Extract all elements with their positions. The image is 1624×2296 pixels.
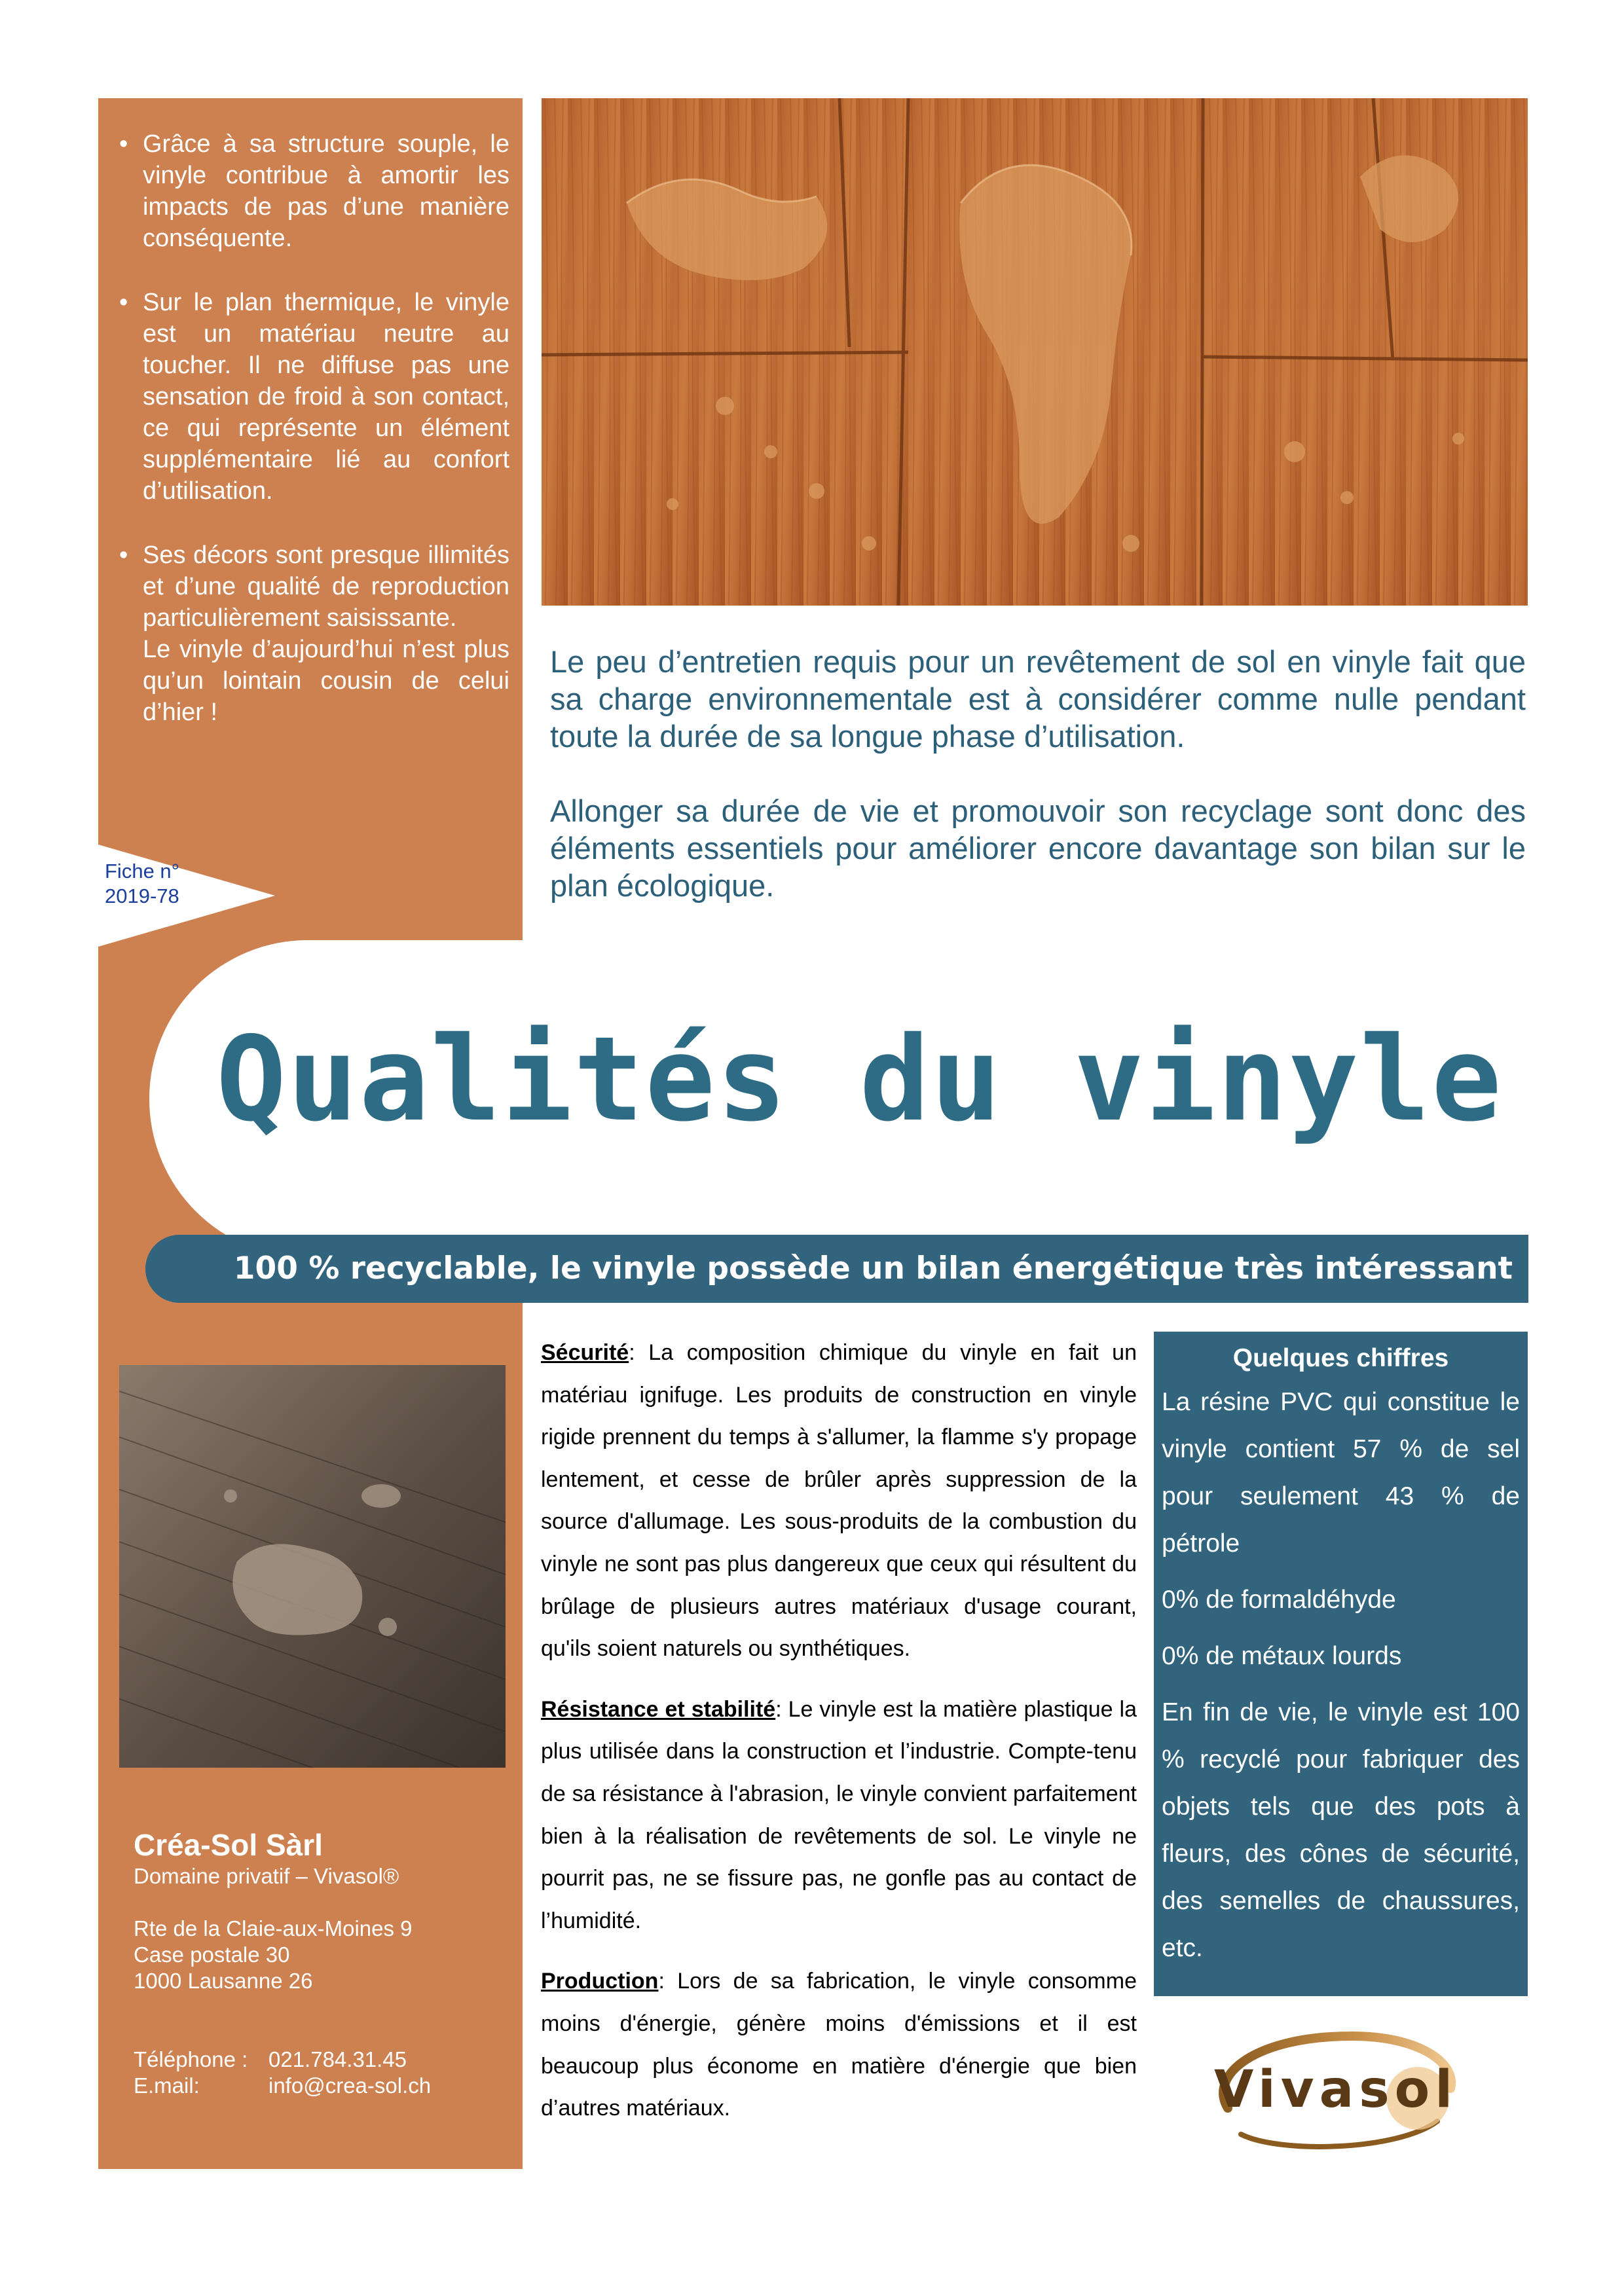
subtitle: 100 % recyclable, le vinyle possède un bilan énergétique très intéressant — [233, 1250, 1513, 1286]
company-domain: Domaine privatif – Vivasol® — [134, 1864, 399, 1888]
email-row: E.mail: info@crea-sol.ch — [134, 2073, 432, 2098]
figure-item: En fin de vie, le vinyle est 100 % recyclé pour fabriquer des objets tels que des pots à fleurs, des cônes de sécurité, des semelles de chaussures, etc. — [1162, 1698, 1520, 1962]
intro-paragraph: Allonger sa durée de vie et promouvoir son recyclage sont donc des éléments essentiels pour améliorer encore davantage son bilan sur le plan écologique. — [550, 793, 1526, 903]
email-link[interactable]: info@crea-sol.ch — [268, 2073, 432, 2098]
bullet-item: • Sur le plan thermique, le vinyle est un matériau neutre au toucher. Il ne diffuse pas une sensation de froid à son contact, ce qui représente un élément supplémentaire lié au confort d’utilisation. — [143, 287, 509, 507]
address-line: 1000 Lausanne 26 — [134, 1969, 313, 1993]
company-name: Créa-Sol Sàrl — [134, 1828, 323, 1862]
body-text — [541, 1332, 1137, 2148]
page-title: Qualités du vinyle — [216, 1011, 1503, 1147]
bullet-item: • Grâce à sa structure souple, le vinyle contribue à amortir les impacts de pas d’une manière conséquente. — [143, 128, 509, 254]
sidebar-bullets — [111, 128, 509, 761]
figures-box — [1154, 1332, 1528, 1996]
intro-text — [550, 643, 1526, 941]
figure-item: 0% de formaldéhyde — [1162, 1586, 1396, 1614]
figure-item: 0% de métaux lourds — [1162, 1642, 1402, 1670]
bullet-item: • Ses décors sont presque illimités et d’une qualité de reproduction particulièrement saisissante. Le vinyle d’aujourd’hui n’est plus qu’un lointain cousin de celui d’hier ! — [143, 539, 509, 728]
figure-item: La résine PVC qui constitue le vinyle contient 57 % de sel pour seulement 43 % de pétrole — [1162, 1388, 1520, 1558]
section-resistance: Résistance et stabilité: Le vinyle est la matière plastique la plus utilisée dans la construction et l’industrie. Compte-tenu de sa résistance à l'abrasion, le vinyle convient parfaitement bien à la réalisation de revêtements de sol. Le vinyle ne pourrit pas, ne se fissure pas, ne gonfle pas au contact de l’humidité. — [541, 1696, 1137, 1933]
figures-title: Quelques chiffres — [1232, 1344, 1449, 1372]
vivasol-logo — [1202, 2023, 1477, 2154]
phone-row: Téléphone : 021.784.31.45 — [134, 2047, 407, 2071]
address-line: Case postale 30 — [134, 1942, 290, 1967]
logo-text: Vivasol — [1214, 2060, 1458, 2119]
fiche-number: Fiche n° 2019-78 — [105, 860, 180, 907]
dark-wood-water-drop-photo — [119, 1365, 506, 1768]
intro-paragraph: Le peu d’entretien requis pour un revêtement de sol en vinyle fait que sa charge environnementale est à considérer comme nulle pendant toute la durée de sa longue phase d’utilisation. — [550, 644, 1526, 754]
section-production: Production: Lors de sa fabrication, le vinyle consomme moins d'énergie, génère moins d'émissions et il est beaucoup plus économe en matière d'énergie que bien d’autres matériaux. — [541, 1969, 1137, 2121]
address-line: Rte de la Claie-aux-Moines 9 — [134, 1916, 413, 1941]
company-contact — [134, 1827, 431, 2099]
section-securite: Sécurité: La composition chimique du vinyle en fait un matériau ignifuge. Les produits de construction en vinyle rigide prennent du temps à s'allumer, la flamme s'y propage lentement, et cesse de brûler après suppression de la source d'allumage. Les sous-produits de la combustion du vinyle ne sont pas plus dangereux que ceux qui résultent du brûlage de plusieurs autres matériaux d'usage courant, qu'ils soient naturels ou synthétiques. — [541, 1340, 1137, 1662]
wood-floor-water-photo — [542, 98, 1528, 606]
